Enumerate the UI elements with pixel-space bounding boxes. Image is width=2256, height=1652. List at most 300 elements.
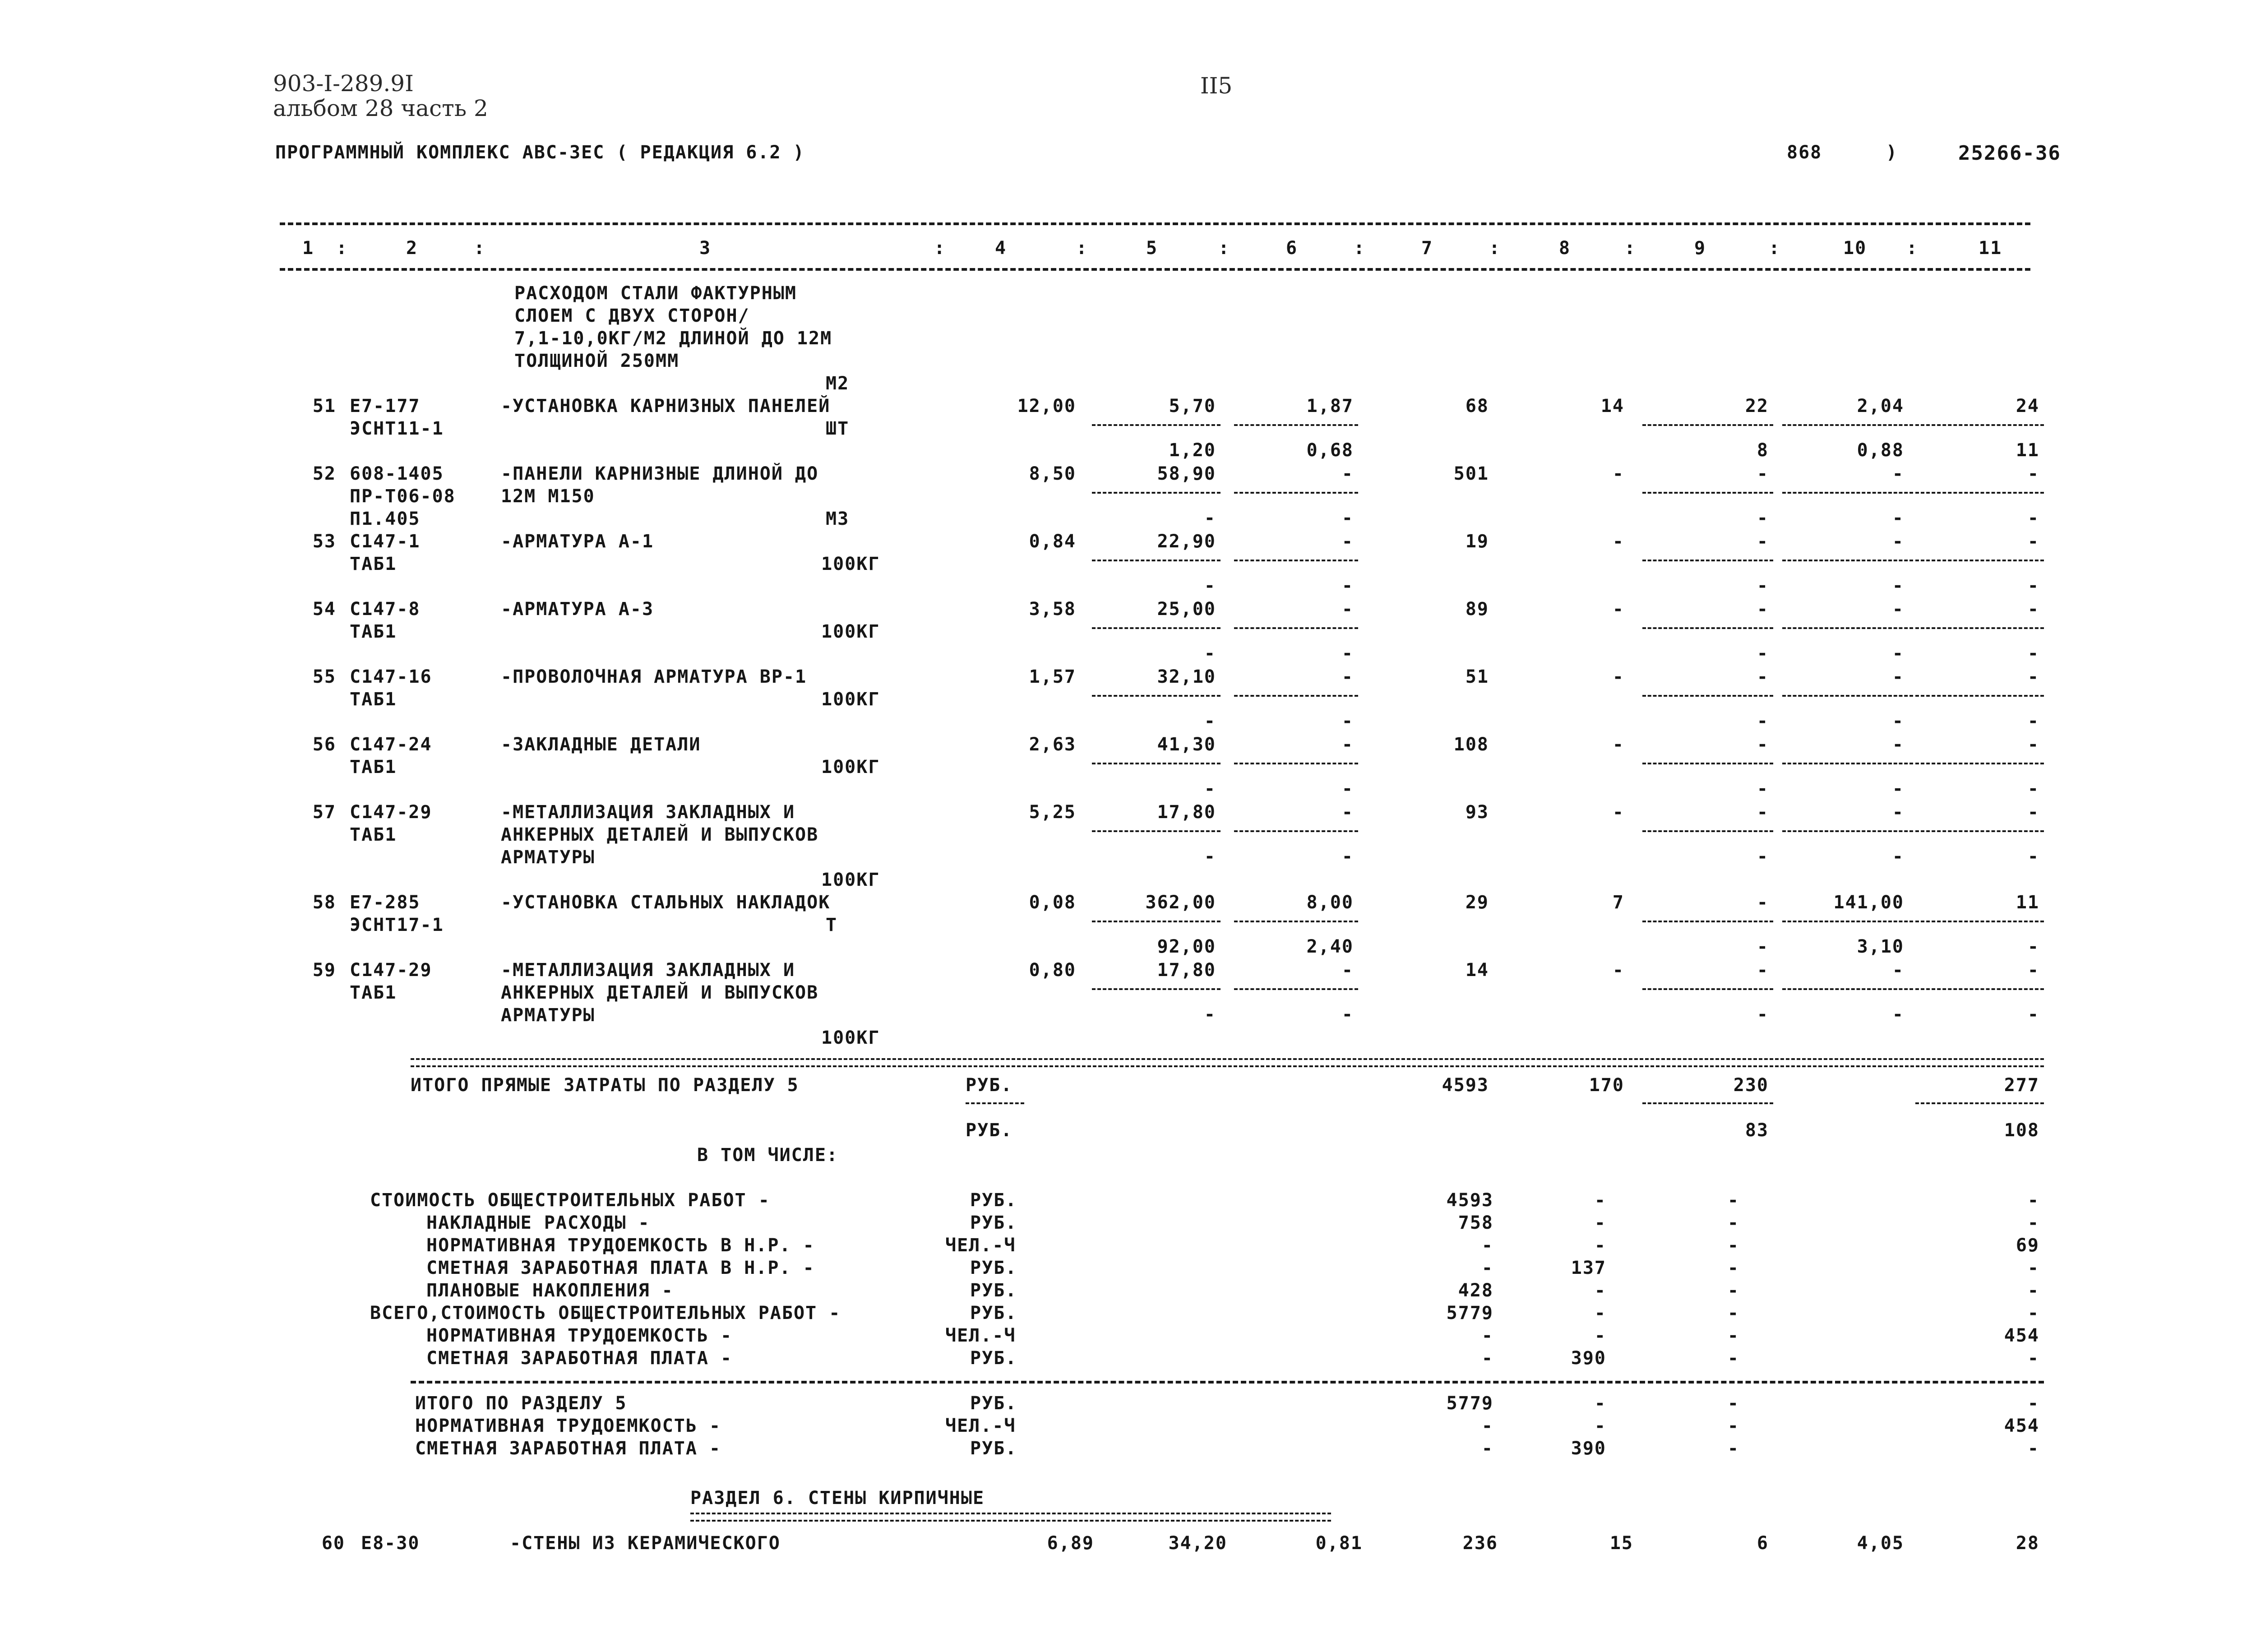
- sub-c5: -: [1204, 711, 1216, 731]
- cell-c11: -: [2027, 734, 2039, 755]
- row-number: 51: [312, 396, 336, 416]
- row-code: С147-8: [350, 599, 421, 620]
- cell-c10: -: [1892, 734, 1904, 755]
- row-unit: 100КГ: [821, 1027, 880, 1048]
- sub-c11: -: [2027, 846, 2039, 867]
- row-text: -ПАНЕЛИ КАРНИЗНЫЕ ДЛИНОЙ ДО: [501, 463, 819, 484]
- row-code: ТАБ1: [350, 757, 397, 777]
- cell-separator: [1782, 695, 1913, 697]
- row-unit: 100КГ: [821, 554, 880, 574]
- row-text: СЛОЕМ С ДВУХ СТОРОН/: [514, 305, 750, 326]
- cell-separator: [1642, 627, 1773, 629]
- cell-c11: -: [2027, 531, 2039, 552]
- row-unit: М3: [826, 509, 850, 529]
- sub-c11: -: [2027, 575, 2039, 596]
- column-header-9: 9: [1694, 238, 1706, 259]
- row-text: АНКЕРНЫХ ДЕТАЛЕЙ И ВЫПУСКОВ: [501, 824, 819, 845]
- next-row-c9: 6: [1757, 1533, 1769, 1554]
- header-rule-bottom: [280, 268, 2030, 271]
- cell-separator: [1915, 695, 2044, 697]
- breakdown-unit: РУБ.: [970, 1258, 1017, 1278]
- cell-separator: [1234, 988, 1358, 990]
- cell-c11: -: [2027, 599, 2039, 620]
- cell-separator: [1642, 988, 1773, 990]
- cell-c11: -: [2027, 960, 2039, 981]
- sub-c9: -: [1757, 778, 1769, 799]
- sub-c5: -: [1204, 575, 1216, 596]
- cell-c4: 5,25: [1029, 802, 1076, 823]
- column-header-4: 4: [995, 238, 1007, 259]
- breakdown-label: СМЕТНАЯ ЗАРАБОТНАЯ ПЛАТА -: [426, 1348, 733, 1369]
- row-unit: ШТ: [826, 418, 850, 439]
- sub-c5: -: [1204, 1004, 1216, 1025]
- column-header-7: 7: [1421, 238, 1433, 259]
- row-unit: 100КГ: [821, 870, 880, 890]
- row-unit: 100КГ: [821, 621, 880, 642]
- row-code: ТАБ1: [350, 621, 397, 642]
- breakdown-c11: -: [2027, 1348, 2039, 1369]
- row-text: ТОЛЩИНОЙ 250ММ: [514, 351, 680, 371]
- cell-c7: 501: [1453, 463, 1489, 484]
- sub-c6: 0,68: [1306, 440, 1354, 461]
- section-total-c9: -: [1727, 1393, 1739, 1414]
- column-header-6: 6: [1286, 238, 1298, 259]
- breakdown-label: СМЕТНАЯ ЗАРАБОТНАЯ ПЛАТА В Н.Р. -: [426, 1258, 815, 1278]
- section-total-c7: -: [1481, 1416, 1493, 1436]
- row-text: АНКЕРНЫХ ДЕТАЛЕЙ И ВЫПУСКОВ: [501, 982, 819, 1003]
- section-total-c8: -: [1594, 1393, 1606, 1414]
- cell-separator: [1642, 492, 1773, 494]
- totals-c9: 230: [1733, 1075, 1769, 1096]
- cell-c4: 0,08: [1029, 892, 1076, 913]
- row-code: ЭСНТ11-1: [350, 418, 444, 439]
- cell-c7: 68: [1465, 396, 1489, 416]
- cell-c9: -: [1757, 892, 1769, 913]
- sub-c9: -: [1757, 936, 1769, 957]
- cell-c10: -: [1892, 463, 1904, 484]
- breakdown-c8: -: [1594, 1303, 1606, 1323]
- album-label: альбом 28 часть 2: [273, 95, 488, 121]
- cell-separator: [1092, 492, 1220, 494]
- sub-c9: -: [1757, 575, 1769, 596]
- sub-c10: -: [1892, 711, 1904, 731]
- sub-c11: -: [2027, 778, 2039, 799]
- row-unit: 100КГ: [821, 757, 880, 777]
- sub-c11: -: [2027, 1004, 2039, 1025]
- sub-c10: -: [1892, 508, 1904, 528]
- cell-c6: 8,00: [1306, 892, 1354, 913]
- cell-c10: -: [1892, 666, 1904, 687]
- sub-c11: 11: [2016, 440, 2039, 461]
- row-code: ЭСНТ17-1: [350, 915, 444, 935]
- breakdown-unit: ЧЕЛ.-Ч: [945, 1325, 1016, 1346]
- cell-c9: -: [1757, 960, 1769, 981]
- totals-separator: [1642, 1102, 1773, 1104]
- totals-rule-top: [411, 1058, 2044, 1067]
- sub-c9: -: [1757, 1004, 1769, 1025]
- next-row-c11: 28: [2016, 1533, 2039, 1554]
- row-number: 52: [312, 463, 336, 484]
- cell-c6: -: [1341, 599, 1354, 620]
- sub-c10: 0,88: [1857, 440, 1904, 461]
- cell-c11: 24: [2016, 396, 2039, 416]
- cell-c6: -: [1341, 734, 1354, 755]
- section-total-c7: 5779: [1446, 1393, 1493, 1414]
- breakdown-c11: -: [2027, 1258, 2039, 1278]
- totals-unit2: РУБ.: [966, 1120, 1013, 1141]
- cell-c8: -: [1612, 960, 1624, 981]
- column-separator: :: [1489, 238, 1501, 259]
- row-code: С147-29: [350, 960, 432, 981]
- sub-c5: 92,00: [1157, 936, 1216, 957]
- breakdown-label: НОРМАТИВНАЯ ТРУДОЕМКОСТЬ -: [426, 1325, 733, 1346]
- breakdown-c7: -: [1481, 1235, 1493, 1256]
- cell-separator: [1915, 424, 2044, 426]
- breakdown-c11: 69: [2016, 1235, 2039, 1256]
- cell-separator: [1915, 492, 2044, 494]
- next-row-text: -СТЕНЫ ИЗ КЕРАМИЧЕСКОГО: [510, 1533, 781, 1554]
- cell-separator: [1915, 921, 2044, 922]
- column-header-2: 2: [406, 238, 418, 259]
- row-text: 12М М150: [501, 486, 595, 507]
- breakdown-label: НАКЛАДНЫЕ РАСХОДЫ -: [426, 1212, 650, 1233]
- sub-c11: -: [2027, 711, 2039, 731]
- breakdown-c9: -: [1727, 1258, 1739, 1278]
- cell-separator: [1782, 627, 1913, 629]
- totals-sub-c11: 108: [2004, 1120, 2039, 1141]
- sub-c6: -: [1341, 575, 1354, 596]
- cell-c10: -: [1892, 599, 1904, 620]
- cell-separator: [1782, 988, 1913, 990]
- cell-c4: 1,57: [1029, 666, 1076, 687]
- next-row-code: Е8-30: [361, 1533, 420, 1554]
- totals-sub-c9: 83: [1745, 1120, 1769, 1141]
- cell-separator: [1642, 763, 1773, 764]
- cell-c5: 58,90: [1157, 463, 1216, 484]
- cell-c9: 22: [1745, 396, 1769, 416]
- totals-title: ИТОГО ПРЯМЫЕ ЗАТРАТЫ ПО РАЗДЕЛУ 5: [411, 1075, 799, 1096]
- row-code: П1.405: [350, 509, 421, 529]
- cell-separator: [1092, 988, 1220, 990]
- section-total-c11: -: [2027, 1393, 2039, 1414]
- breakdown-c11: -: [2027, 1190, 2039, 1211]
- sub-c5: -: [1204, 643, 1216, 664]
- column-header-11: 11: [1979, 238, 2002, 259]
- column-header-10: 10: [1843, 238, 1867, 259]
- cell-c8: -: [1612, 531, 1624, 552]
- cell-c10: -: [1892, 531, 1904, 552]
- cell-c5: 5,70: [1169, 396, 1216, 416]
- column-separator: :: [474, 238, 486, 259]
- cell-c5: 25,00: [1157, 599, 1216, 620]
- section-total-c9: -: [1727, 1438, 1739, 1459]
- section-total-unit: РУБ.: [970, 1393, 1017, 1414]
- cell-separator: [1642, 424, 1773, 426]
- next-row-c10: 4,05: [1857, 1533, 1904, 1554]
- cell-separator: [1092, 424, 1220, 426]
- cell-c5: 32,10: [1157, 666, 1216, 687]
- cell-separator: [1092, 627, 1220, 629]
- cell-c11: -: [2027, 666, 2039, 687]
- cell-c5: 41,30: [1157, 734, 1216, 755]
- breakdown-c11: -: [2027, 1280, 2039, 1301]
- cell-c7: 29: [1465, 892, 1489, 913]
- row-text: -ПРОВОЛОЧНАЯ АРМАТУРА ВР-1: [501, 666, 807, 687]
- column-header-1: 1: [302, 238, 314, 259]
- cell-c7: 93: [1465, 802, 1489, 823]
- cell-c5: 17,80: [1157, 960, 1216, 981]
- sub-c5: 1,20: [1169, 440, 1216, 461]
- cell-separator: [1642, 830, 1773, 832]
- cell-separator: [1642, 921, 1773, 922]
- next-row-number: 60: [321, 1533, 345, 1554]
- cell-c10: 2,04: [1857, 396, 1904, 416]
- breakdown-label: ПЛАНОВЫЕ НАКОПЛЕНИЯ -: [426, 1280, 674, 1301]
- right-paren: ): [1886, 142, 1898, 163]
- row-code: 608-1405: [350, 463, 444, 484]
- column-header-3: 3: [699, 238, 712, 259]
- column-separator: :: [1906, 238, 1919, 259]
- row-text: -МЕТАЛЛИЗАЦИЯ ЗАКЛАДНЫХ И: [501, 960, 795, 981]
- section-total-c11: -: [2027, 1438, 2039, 1459]
- cell-separator: [1234, 763, 1358, 764]
- row-text: -АРМАТУРА А-3: [501, 599, 654, 620]
- section-total-unit: РУБ.: [970, 1438, 1017, 1459]
- cell-c11: -: [2027, 802, 2039, 823]
- breakdown-c7: -: [1481, 1348, 1493, 1369]
- breakdown-c8: -: [1594, 1212, 1606, 1233]
- breakdown-unit: РУБ.: [970, 1190, 1017, 1211]
- cell-c9: -: [1757, 531, 1769, 552]
- cell-c6: -: [1341, 531, 1354, 552]
- totals-separator: [966, 1102, 1024, 1104]
- sub-c6: -: [1341, 778, 1354, 799]
- column-separator: :: [1624, 238, 1637, 259]
- cell-separator: [1092, 560, 1220, 561]
- right-code: 868: [1787, 142, 1822, 163]
- cell-separator: [1915, 988, 2044, 990]
- breakdown-c7: 428: [1458, 1280, 1493, 1301]
- breakdown-unit: РУБ.: [970, 1348, 1017, 1369]
- program-title: ПРОГРАММНЫЙ КОМПЛЕКС АВС-3ЕС ( РЕДАКЦИЯ 6.2 ): [275, 142, 805, 163]
- sub-c6: -: [1341, 1004, 1354, 1025]
- cell-separator: [1092, 695, 1220, 697]
- cell-c5: 22,90: [1157, 531, 1216, 552]
- cell-c7: 51: [1465, 666, 1489, 687]
- row-number: 57: [312, 802, 336, 823]
- breakdown-c7: 758: [1458, 1212, 1493, 1233]
- right-number: 25266-36: [1958, 142, 2061, 165]
- row-unit: Т: [826, 915, 838, 935]
- cell-separator: [1234, 695, 1358, 697]
- column-separator: :: [934, 238, 946, 259]
- page-number: II5: [1200, 73, 1233, 99]
- breakdown-c11: -: [2027, 1212, 2039, 1233]
- cell-c7: 19: [1465, 531, 1489, 552]
- cell-c9: -: [1757, 802, 1769, 823]
- cell-separator: [1234, 492, 1358, 494]
- breakdown-c7: -: [1481, 1325, 1493, 1346]
- including-label: В ТОМ ЧИСЛЕ:: [697, 1145, 838, 1166]
- cell-separator: [1782, 424, 1913, 426]
- column-header-5: 5: [1146, 238, 1158, 259]
- sub-c10: 3,10: [1857, 936, 1904, 957]
- cell-c10: 141,00: [1833, 892, 1904, 913]
- cell-separator: [1234, 424, 1358, 426]
- cell-c10: -: [1892, 802, 1904, 823]
- sub-c6: -: [1341, 846, 1354, 867]
- cell-c8: -: [1612, 666, 1624, 687]
- cell-separator: [1234, 830, 1358, 832]
- row-number: 58: [312, 892, 336, 913]
- column-separator: :: [1769, 238, 1781, 259]
- row-code: Е7-177: [350, 396, 421, 416]
- row-unit: 100КГ: [821, 689, 880, 710]
- totals-c7: 4593: [1442, 1075, 1489, 1096]
- cell-c4: 0,84: [1029, 531, 1076, 552]
- cell-separator: [1782, 763, 1913, 764]
- section-total-unit: ЧЕЛ.-Ч: [945, 1416, 1016, 1436]
- breakdown-c9: -: [1727, 1348, 1739, 1369]
- row-number: 56: [312, 734, 336, 755]
- section-total-rule: [411, 1381, 2044, 1384]
- row-unit: М2: [826, 373, 850, 394]
- row-code: ПР-Т06-08: [350, 486, 456, 507]
- next-row-c8: 15: [1609, 1533, 1633, 1554]
- breakdown-c8: -: [1594, 1325, 1606, 1346]
- breakdown-c9: -: [1727, 1190, 1739, 1211]
- row-text: -УСТАНОВКА КАРНИЗНЫХ ПАНЕЛЕЙ: [501, 396, 831, 416]
- cell-c4: 3,58: [1029, 599, 1076, 620]
- sub-c9: -: [1757, 846, 1769, 867]
- breakdown-c7: -: [1481, 1258, 1493, 1278]
- cell-c6: 1,87: [1306, 396, 1354, 416]
- breakdown-unit: РУБ.: [970, 1212, 1017, 1233]
- breakdown-c11: -: [2027, 1303, 2039, 1323]
- sub-c10: -: [1892, 846, 1904, 867]
- sub-c6: -: [1341, 643, 1354, 664]
- row-text: -МЕТАЛЛИЗАЦИЯ ЗАКЛАДНЫХ И: [501, 802, 795, 823]
- sub-c10: -: [1892, 1004, 1904, 1025]
- cell-separator: [1642, 695, 1773, 697]
- cell-separator: [1782, 830, 1913, 832]
- breakdown-c11: 454: [2004, 1325, 2039, 1346]
- breakdown-c9: -: [1727, 1303, 1739, 1323]
- cell-separator: [1234, 560, 1358, 561]
- next-row-c6: 0,81: [1315, 1533, 1363, 1554]
- section-total-c9: -: [1727, 1416, 1739, 1436]
- sub-c10: -: [1892, 778, 1904, 799]
- column-separator: :: [1076, 238, 1088, 259]
- sub-c10: -: [1892, 575, 1904, 596]
- row-code: С147-16: [350, 666, 432, 687]
- breakdown-c7: 4593: [1446, 1190, 1493, 1211]
- breakdown-unit: РУБ.: [970, 1303, 1017, 1323]
- breakdown-label: СТОИМОСТЬ ОБЩЕСТРОИТЕЛЬНЫХ РАБОТ -: [370, 1190, 770, 1211]
- breakdown-c8: 390: [1571, 1348, 1606, 1369]
- totals-c11: 277: [2004, 1075, 2039, 1096]
- cell-c6: -: [1341, 463, 1354, 484]
- cell-c5: 17,80: [1157, 802, 1216, 823]
- cell-c8: 7: [1612, 892, 1624, 913]
- cell-c4: 2,63: [1029, 734, 1076, 755]
- cell-separator: [1915, 560, 2044, 561]
- cell-c6: -: [1341, 802, 1354, 823]
- column-separator: :: [1218, 238, 1230, 259]
- cell-c9: -: [1757, 734, 1769, 755]
- breakdown-c8: -: [1594, 1235, 1606, 1256]
- row-text: -УСТАНОВКА СТАЛЬНЫХ НАКЛАДОК: [501, 892, 831, 913]
- sub-c6: 2,40: [1306, 936, 1354, 957]
- sub-c10: -: [1892, 643, 1904, 664]
- breakdown-label: ВСЕГО,СТОИМОСТЬ ОБЩЕСТРОИТЕЛЬНЫХ РАБОТ -: [370, 1303, 841, 1323]
- sub-c9: -: [1757, 711, 1769, 731]
- sub-c11: -: [2027, 643, 2039, 664]
- sub-c9: -: [1757, 508, 1769, 528]
- cell-separator: [1234, 921, 1358, 922]
- column-header-8: 8: [1559, 238, 1571, 259]
- cell-c4: 0,80: [1029, 960, 1076, 981]
- column-separator: :: [1354, 238, 1366, 259]
- section-total-c7: -: [1481, 1438, 1493, 1459]
- row-text: 7,1-10,0КГ/М2 ДЛИНОЙ ДО 12М: [514, 328, 832, 349]
- cell-separator: [1642, 560, 1773, 561]
- sub-c5: -: [1204, 778, 1216, 799]
- breakdown-c8: 137: [1571, 1258, 1606, 1278]
- breakdown-c7: 5779: [1446, 1303, 1493, 1323]
- row-text: -АРМАТУРА А-1: [501, 531, 654, 552]
- next-section-underline: [690, 1513, 1331, 1522]
- cell-c4: 12,00: [1017, 396, 1076, 416]
- row-number: 59: [312, 960, 336, 981]
- sub-c6: -: [1341, 508, 1354, 528]
- cell-separator: [1915, 627, 2044, 629]
- cell-separator: [1782, 492, 1913, 494]
- sub-c5: -: [1204, 508, 1216, 528]
- cell-c6: -: [1341, 666, 1354, 687]
- cell-c8: -: [1612, 463, 1624, 484]
- section-total-c8: 390: [1571, 1438, 1606, 1459]
- cell-c10: -: [1892, 960, 1904, 981]
- row-code: ТАБ1: [350, 824, 397, 845]
- next-row-c4: 6,89: [1047, 1533, 1094, 1554]
- cell-c7: 89: [1465, 599, 1489, 620]
- section-total-label: СМЕТНАЯ ЗАРАБОТНАЯ ПЛАТА -: [415, 1438, 721, 1459]
- cell-separator: [1092, 921, 1220, 922]
- next-row-c5: 34,20: [1168, 1533, 1227, 1554]
- section-total-label: НОРМАТИВНАЯ ТРУДОЕМКОСТЬ -: [415, 1416, 721, 1436]
- totals-separator: [1915, 1102, 2044, 1104]
- cell-c4: 8,50: [1029, 463, 1076, 484]
- breakdown-unit: ЧЕЛ.-Ч: [945, 1235, 1016, 1256]
- totals-c8: 170: [1589, 1075, 1624, 1096]
- sub-c9: 8: [1757, 440, 1769, 461]
- cell-c6: -: [1341, 960, 1354, 981]
- breakdown-c8: -: [1594, 1190, 1606, 1211]
- row-text: АРМАТУРЫ: [501, 1005, 595, 1026]
- cell-c5: 362,00: [1145, 892, 1216, 913]
- row-text: РАСХОДОМ СТАЛИ ФАКТУРНЫМ: [514, 283, 797, 304]
- next-row-c7: 236: [1462, 1533, 1498, 1554]
- cell-c7: 108: [1453, 734, 1489, 755]
- row-code: ТАБ1: [350, 554, 397, 574]
- cell-c9: -: [1757, 599, 1769, 620]
- cell-c8: -: [1612, 802, 1624, 823]
- row-code: ТАБ1: [350, 982, 397, 1003]
- cell-c8: 14: [1600, 396, 1624, 416]
- sub-c11: -: [2027, 936, 2039, 957]
- breakdown-c9: -: [1727, 1325, 1739, 1346]
